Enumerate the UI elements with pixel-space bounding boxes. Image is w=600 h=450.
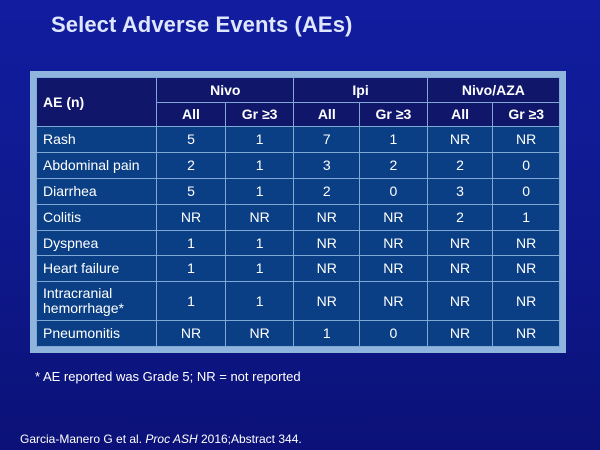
table-row [37,230,560,256]
table-row [37,282,560,321]
table-row [37,256,560,282]
subheader-ipi-all: All [294,103,360,127]
adverse-events-table [36,77,560,347]
table-cell: NR [493,321,560,347]
table-cell: 0 [493,152,560,178]
table-cell: NR [427,127,493,153]
table-cell: NR [493,256,560,282]
table-cell: NR [427,256,493,282]
table-cell: NR [360,230,428,256]
table-cell: 1 [157,282,226,321]
table-cell: 1 [493,204,560,230]
table-cell: 1 [225,230,294,256]
table-cell: 1 [294,321,360,347]
ae-label-intracranial-hemorrhage: Intracranial hemorrhage* [37,282,157,321]
table-cell: 1 [225,256,294,282]
ae-column-header: AE (n) [37,78,157,127]
table-cell: NR [294,230,360,256]
citation-authors: Garcia-Manero G et al. [20,432,146,446]
table-row [37,204,560,230]
slide-title: Select Adverse Events (AEs) [51,12,353,37]
ae-label-pneumonitis: Pneumonitis [37,321,157,347]
table-cell: 2 [360,152,428,178]
table-footnote: * AE reported was Grade 5; NR = not reported [35,369,301,384]
table-cell: NR [427,321,493,347]
table-cell: 1 [157,230,226,256]
table-cell: 2 [427,204,493,230]
table-cell: 0 [360,321,428,347]
ae-label-rash: Rash [37,127,157,153]
subheader-nivo-aza-grade3: Gr ≥3 [493,103,560,127]
table-cell: NR [157,321,226,347]
table-cell: NR [493,282,560,321]
table-cell: 1 [157,256,226,282]
ae-label-heart-failure: Heart failure [37,256,157,282]
table-cell: 5 [157,178,226,204]
table-cell: NR [294,282,360,321]
subheader-nivo-aza-all: All [427,103,493,127]
table-cell: NR [225,321,294,347]
ae-label-diarrhea: Diarrhea [37,178,157,204]
subheader-nivo-all: All [157,103,226,127]
table-cell: NR [427,230,493,256]
citation-details: 2016;Abstract 344. [197,432,302,446]
table-cell: 3 [294,152,360,178]
table-cell: NR [493,127,560,153]
table-cell: 1 [225,127,294,153]
table-cell: 2 [157,152,226,178]
table-cell: 1 [225,152,294,178]
table-cell: 2 [294,178,360,204]
table-cell: 2 [427,152,493,178]
subheader-nivo-grade3: Gr ≥3 [225,103,294,127]
ae-label-colitis: Colitis [37,204,157,230]
table-cell: 5 [157,127,226,153]
table-cell: NR [225,204,294,230]
table-cell: NR [427,282,493,321]
table-cell: NR [360,282,428,321]
table-cell: NR [157,204,226,230]
citation [20,432,302,446]
table-row [37,152,560,178]
table-cell: NR [294,256,360,282]
citation-journal: Proc ASH [145,432,198,446]
group-header-ipi: Ipi [294,78,427,103]
table-cell: NR [294,204,360,230]
subheader-ipi-grade3: Gr ≥3 [360,103,428,127]
table-cell: NR [493,230,560,256]
table-row [37,321,560,347]
table-cell: 1 [225,282,294,321]
table-cell: 3 [427,178,493,204]
table-cell: NR [360,256,428,282]
table-cell: 1 [360,127,428,153]
table-cell: 7 [294,127,360,153]
group-header-nivo-aza: Nivo/AZA [427,78,559,103]
table-row [37,178,560,204]
table-cell: 1 [225,178,294,204]
adverse-events-table-frame [30,71,566,353]
table-cell: NR [360,204,428,230]
table-row [37,127,560,153]
table-cell: 0 [360,178,428,204]
table-cell: 0 [493,178,560,204]
group-header-nivo: Nivo [157,78,294,103]
table-header-row-groups [37,78,560,103]
ae-label-abdominal-pain: Abdominal pain [37,152,157,178]
ae-label-dyspnea: Dyspnea [37,230,157,256]
